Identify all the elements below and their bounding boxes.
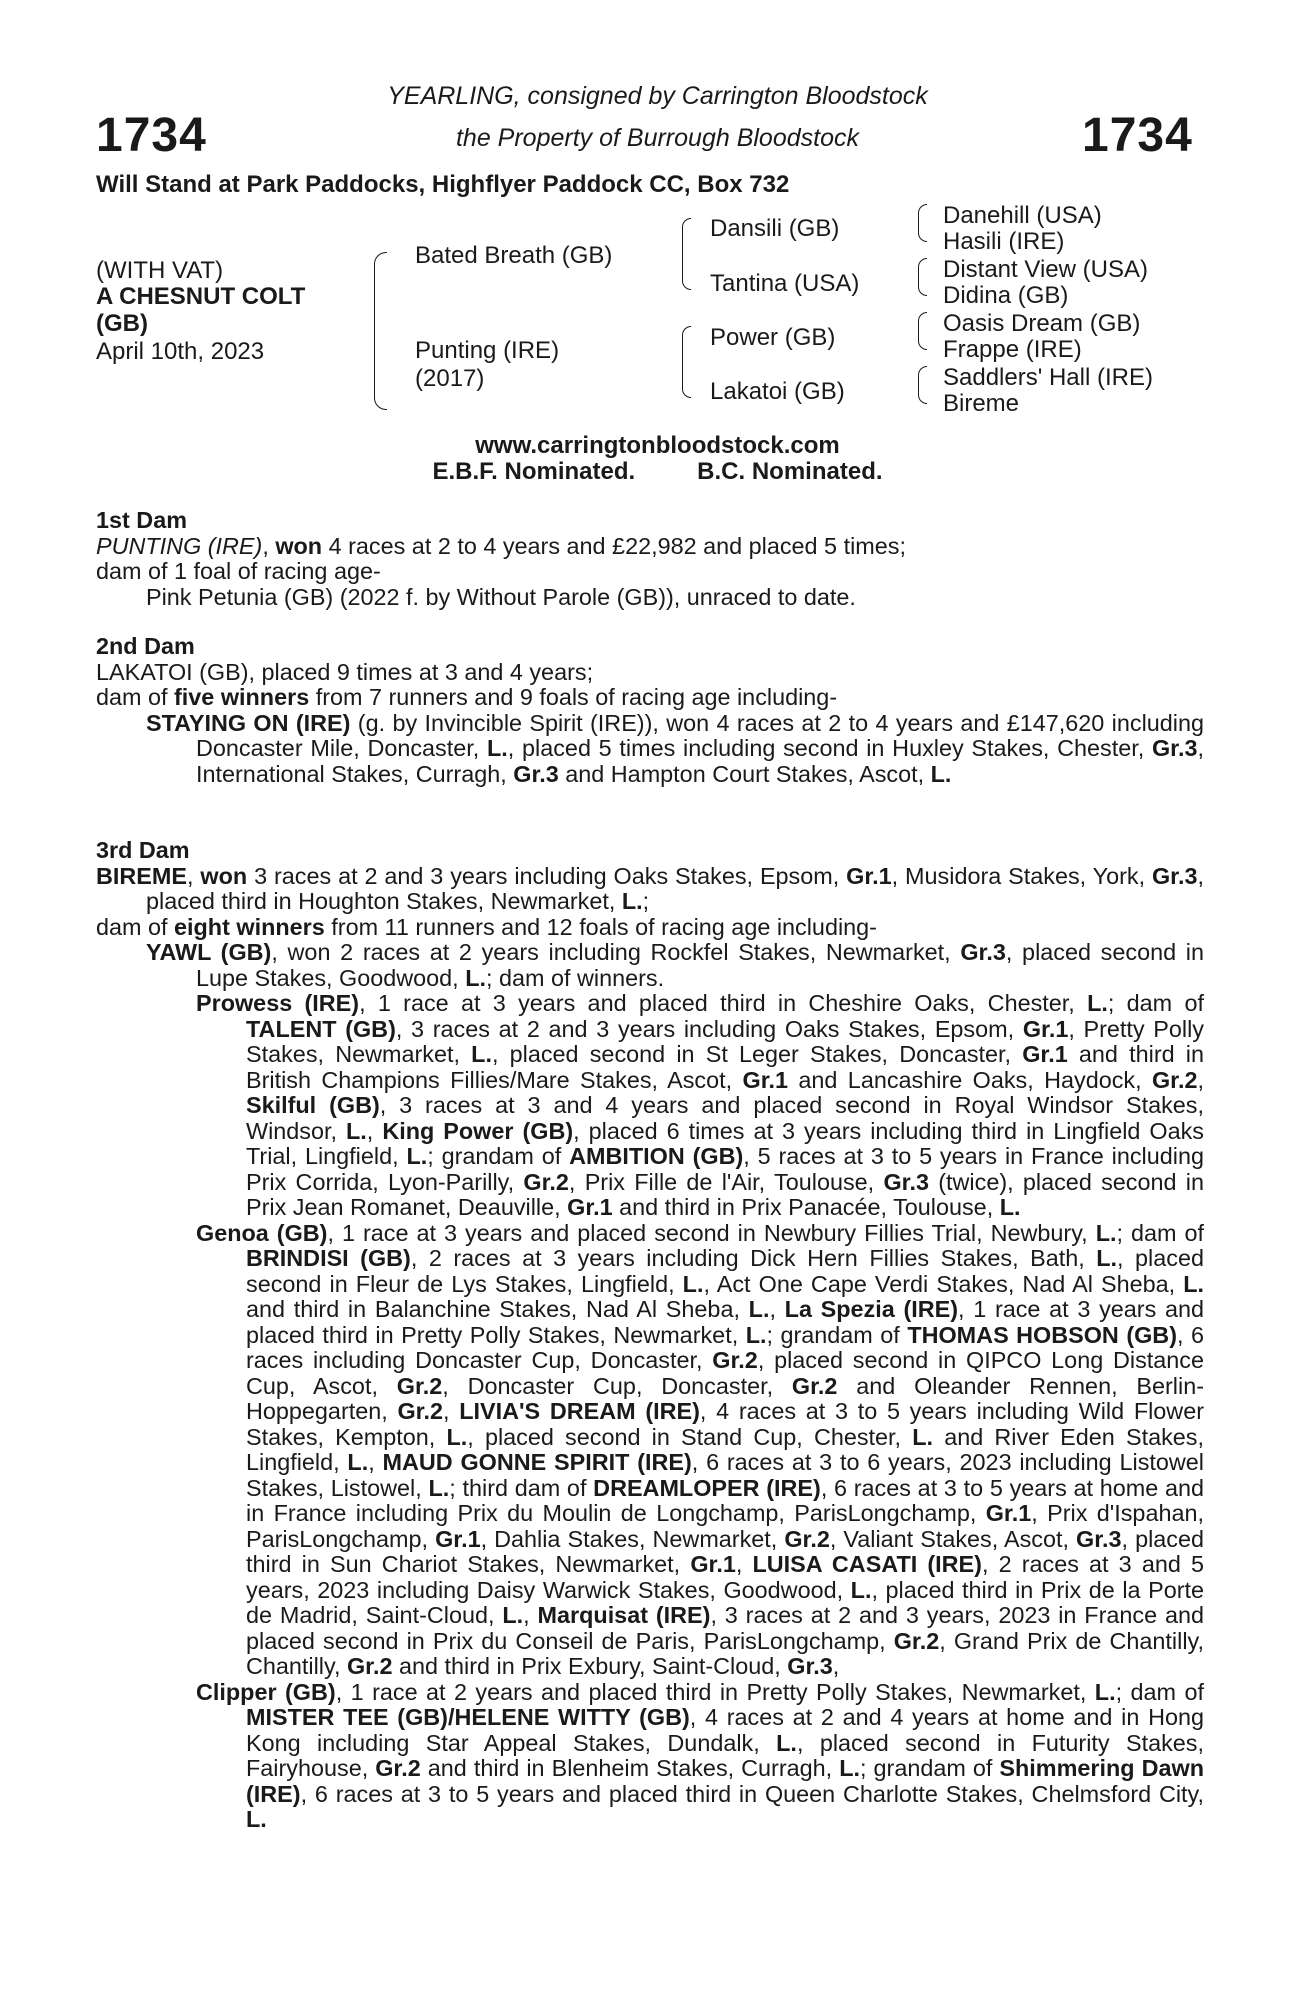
prowess-entry: Prowess (IRE), 1 race at 3 years and placed third in Cheshire Oaks, Chester, L.; dam of TALENT (GB), 3 races at 2 and 3 years including Oaks Stakes, Epsom, Gr.1, Pretty Polly Stakes, Newmarket, L., placed second in St Leger Stakes, Doncaster, Gr.1 and third in British Champions Fillies/Mare Stakes, Ascot, Gr.1 and Lancashire Oaks, Haydock, Gr.2, Skilful (GB), 3 races at 3 and 4 years and placed second in Royal Windsor Stakes, Windsor, L., King Power (GB), placed 6 times at 3 years including third in Lingfield Oaks Trial, Lingfield, L.; grandam of AMBITION (GB), 5 races at 3 to 5 years in France including Prix Corrida, Lyon-Parilly, Gr.2, Prix Fille de l'Air, Toulouse, Gr.3 (twice), placed second in Prix Jean Romanet, Deauville, Gr.1 and third in Prix Panacée, Toulouse, L. xyxy=(196,990,1205,1220)
gp-sds: Distant View (USA) xyxy=(943,256,1148,283)
gp-dds: Saddlers' Hall (IRE) xyxy=(943,364,1153,391)
pedigree-brace-dam xyxy=(682,326,691,398)
dam-dam: Lakatoi (GB) xyxy=(710,378,845,405)
pedigree-brace-sire xyxy=(682,218,691,290)
gp-dsd: Frappe (IRE) xyxy=(943,336,1082,363)
genoa-entry: Genoa (GB), 1 race at 3 years and placed second in Newbury Fillies Trial, Newbury, L.; dam of BRINDISI (GB), 2 races at 3 years including Dick Hern Fillies Stakes, Bath, L., placed second in Fleur de Lys Stakes, Lingfield, L., Act One Cape Verdi Stakes, Nad Al Sheba, L. and third in Balanchine Stakes, Nad Al Sheba, L., La Spezia (IRE), 1 race at 3 years and placed third in Pretty Polly Stakes, Newmarket, L.; grandam of THOMAS HOBSON (GB), 6 races including Doncaster Cup, Doncaster, Gr.2, placed second in QIPCO Long Distance Cup, Ascot, Gr.2, Doncaster Cup, Doncaster, Gr.2 and Oleander Rennen, Berlin-Hoppegarten, Gr.2, LIVIA'S DREAM (IRE), 4 races at 3 to 5 years including Wild Flower Stakes, Kempton, L., placed second in Stand Cup, Chester, L. and River Eden Stakes, Lingfield, L., MAUD GONNE SPIRIT (IRE), 6 races at 3 to 6 years, 2023 including Listowel Stakes, Listowel, L.; third dam of DREAMLOPER (IRE), 6 races at 3 to 5 years at home and in France including Prix du Moulin de Longchamp, ParisLongchamp, Gr.1, Prix d'Ispahan, ParisLongchamp, Gr.1, Dahlia Stakes, Newmarket, Gr.2, Valiant Stakes, Ascot, Gr.3, placed third in Sun Chariot Stakes, Newmarket, Gr.1, LUISA CASATI (IRE), 2 races at 3 and 5 years, 2023 including Daisy Warwick Stakes, Goodwood, L., placed third in Prix de la Porte de Madrid, Saint-Cloud, L., Marquisat (IRE), 3 races at 2 and 3 years, 2023 in France and placed second in Prix du Conseil de Paris, ParisLongchamp, Gr.2, Grand Prix de Chantilly, Chantilly, Gr.2 and third in Prix Exbury, Saint-Cloud, Gr.3, xyxy=(196,1219,1205,1679)
staying-on-entry: STAYING ON (IRE) (g. by Invincible Spirit (IRE)), won 4 races at 2 to 4 years and £147,620 including Doncaster Mile, Doncaster, L., placed 5 times including second in Huxley Stakes, Chester, Gr.3, International Stakes, Curragh, Gr.3 and Hampton Court Stakes, Ascot, L. xyxy=(146,709,1204,787)
clipper-entry: Clipper (GB), 1 race at 2 years and placed third in Pretty Polly Stakes, Newmarket, L.; dam of MISTER TEE (GB)/HELENE WITTY (GB), 4 races at 2 and 4 years at home and in Hong Kong including Star Appeal Stakes, Dundalk, L., placed second in Futurity Stakes, Fairyhouse, Gr.2 and third in Blenheim Stakes, Curragh, L.; grandam of Shimmering Dawn (IRE), 6 races at 3 to 5 years and placed third in Queen Charlotte Stakes, Chelmsford City, L. xyxy=(196,1678,1204,1832)
ebf-nomination: E.B.F. Nominated. xyxy=(432,458,636,485)
pedigree-brace-ds xyxy=(918,312,927,350)
pedigree-brace-ss xyxy=(918,204,927,242)
lot-number-right: 1734 xyxy=(1082,109,1193,162)
third-dam-heading: 3rd Dam xyxy=(96,837,190,863)
third-dam-section: 3rd Dam BIREME, won 3 races at 2 and 3 years including Oaks Stakes, Epsom, Gr.1, Musidora Stakes, York, Gr.3, placed third in Houghton Stakes, Newmarket, L.; dam of eight winners from 11 runners and 12 foals of racing age including- YAWL (GB), won 2 races at 2 years including Rockfel Stakes, Newmarket, Gr.3, placed second in Lupe Stakes, Goodwood, L.; dam of winners. Prowess (IRE), 1 race at 3 years and placed third in Cheshire Oaks, Chester, L.; dam of TALENT (GB), 3 races at 2 and 3 years including Oaks Stakes, Epsom, Gr.1, Pretty Polly Stakes, Newmarket, L., placed second in St Leger Stakes, Doncaster, Gr.1 and third in British Champions Fillies/Mare Stakes, Ascot, Gr.1 and Lancashire Oaks, Haydock, Gr.2, Skilful (GB), 3 races at 3 and 4 years and placed second in Royal Windsor Stakes, Windsor, L., King Power (GB), placed 6 times at 3 years including third in Lingfield Oaks Trial, Lingfield, L.; grandam of AMBITION (GB), 5 races at 3 to 5 years in France including Prix Corrida, Lyon-Parilly, Gr.2, Prix Fille de l'Air, Toulouse, Gr.3 (twice), placed second in Prix Jean Romanet, Deauville, Gr.1 and third in Prix Panacée, Toulouse, L. Genoa (GB), 1 race at 3 years and placed second in Newbury Fillies Trial, Newbury, L.; dam of BRINDISI (GB), 2 races at 3 years including Dick Hern Fillies Stakes, Bath, L., placed second in Fleur de Lys Stakes, Lingfield, L., Act One Cape Verdi Stakes, Nad Al Sheba, L. and third in Balanchine Stakes, Nad Al Sheba, L., La Spezia (IRE), 1 race at 3 years and placed third in Pretty Polly Stakes, Newmarket, L.; grandam of THOMAS HOBSON (GB), 6 races including Doncaster Cup, Doncaster, Gr.2, placed second in QIPCO Long Distance Cup, Ascot, Gr.2, Doncaster Cup, Doncaster, Gr.2 and Oleander Rennen, Berlin-Hoppegarten, Gr.2, LIVIA'S DREAM (IRE), 4 races at 3 to 5 years including Wild Flower Stakes, Kempton, L., placed second in Stand Cup, Chester, L. and River Eden Stakes, Lingfield, L., MAUD GONNE SPIRIT (IRE), 6 races at 3 to 6 years, 2023 including Listowel Stakes, Listowel, L.; third dam of DREAMLOPER (IRE), 6 races at 3 to 5 years at home and in France including Prix du Moulin de Longchamp, ParisLongchamp, Gr.1, Prix d'Ispahan, ParisLongchamp, Gr.1, Dahlia Stakes, Newmarket, Gr.2, Valiant Stakes, Ascot, Gr.3, placed third in Sun Chariot Stakes, Newmarket, Gr.1, LUISA CASATI (IRE), 2 races at 3 and 5 years, 2023 including Daisy Warwick Stakes, Goodwood, L., placed third in Prix de la Porte de Madrid, Saint-Cloud, L., Marquisat (IRE), 3 races at 2 and 3 years, 2023 in France and placed second in Prix du Conseil de Paris, ParisLongchamp, Gr.2, Grand Prix de Chantilly, Chantilly, Gr.2 and third in Prix Exbury, Saint-Cloud, Gr.3, Clipper (GB), 1 race at 2 years and placed third in Pretty Polly Stakes, Newmarket, L.; dam of MISTER TEE (GB)/HELENE WITTY (GB), 4 races at 2 and 4 years at home and in Hong Kong including Star Appeal Stakes, Dundalk, L., placed second in Futurity Stakes, Fairyhouse, Gr.2 and third in Blenheim Stakes, Curragh, L.; grandam of Shimmering Dawn (IRE), 6 races at 3 to 5 years and placed third in Queen Charlotte Stakes, Chelmsford City, L. xyxy=(96,837,1205,1832)
foaling-date: April 10th, 2023 xyxy=(96,338,265,365)
property-line: the Property of Burrough Bloodstock xyxy=(455,124,859,152)
first-dam-name: PUNTING (IRE) xyxy=(96,532,263,559)
dam-name: Punting (IRE) xyxy=(415,337,560,364)
gp-sss: Danehill (USA) xyxy=(943,202,1102,229)
website: www.carringtonbloodstock.com xyxy=(475,432,840,459)
horse-name-line2: (GB) xyxy=(96,310,148,337)
gp-dss: Oasis Dream (GB) xyxy=(943,310,1141,337)
second-dam-heading: 2nd Dam xyxy=(96,633,195,659)
first-dam-foal: Pink Petunia (GB) (2022 f. by Without Parole (GB)), unraced to date. xyxy=(146,583,856,610)
dam-year: (2017) xyxy=(415,365,485,392)
dam-sire: Power (GB) xyxy=(710,324,836,351)
gp-sdd: Didina (GB) xyxy=(943,282,1069,309)
bc-nomination: B.C. Nominated. xyxy=(697,458,883,485)
gp-ssd: Hasili (IRE) xyxy=(943,228,1065,255)
second-dam-section: 2nd Dam LAKATOI (GB), placed 9 times at 3 and 4 years; dam of five winners from 7 runners and 9 foals of racing age including- STAYING ON (IRE) (g. by Invincible Spirit (IRE)), won 4 races at 2 to 4 years and £147,620 including Doncaster Mile, Doncaster, L., placed 5 times including second in Huxley Stakes, Chester, Gr.3, International Stakes, Curragh, Gr.3 and Hampton Court Stakes, Ascot, L. xyxy=(96,633,1204,787)
first-dam-foals: dam of 1 foal of racing age- xyxy=(96,558,381,584)
stand-location: Will Stand at Park Paddocks, Highflyer Paddock CC, Box 732 xyxy=(96,171,790,198)
bireme-entry: BIREME, won 3 races at 2 and 3 years including Oaks Stakes, Epsom, Gr.1, Musidora Stakes, York, Gr.3, placed third in Houghton Stakes, Newmarket, L.; xyxy=(96,862,1204,914)
lot-number-left: 1734 xyxy=(96,109,207,162)
consignor-line: YEARLING, consigned by Carrington Bloodstock xyxy=(387,82,928,110)
first-dam-section: 1st Dam PUNTING (IRE), won 4 races at 2 to 4 years and £22,982 and placed 5 times; dam of 1 foal of racing age- Pink Petunia (GB) (2022 f. by Without Parole (GB)), unraced to date. xyxy=(96,508,1204,610)
sire-sire: Dansili (GB) xyxy=(710,215,840,242)
nominations xyxy=(0,458,1315,486)
first-dam-heading: 1st Dam xyxy=(96,507,188,533)
pedigree-brace-dd xyxy=(918,366,927,404)
vat-label: (WITH VAT) xyxy=(96,257,224,284)
yawl-entry: YAWL (GB), won 2 races at 2 years including Rockfel Stakes, Newmarket, Gr.3, placed second in Lupe Stakes, Goodwood, L.; dam of winners. xyxy=(146,939,1204,991)
sire-name: Bated Breath (GB) xyxy=(415,242,613,269)
pedigree-brace-sd xyxy=(918,258,927,296)
pedigree-brace-main xyxy=(374,252,387,410)
sire-dam: Tantina (USA) xyxy=(710,270,860,297)
horse-name-line1: A CHESNUT COLT xyxy=(96,283,306,310)
gp-ddd: Bireme xyxy=(943,390,1020,417)
